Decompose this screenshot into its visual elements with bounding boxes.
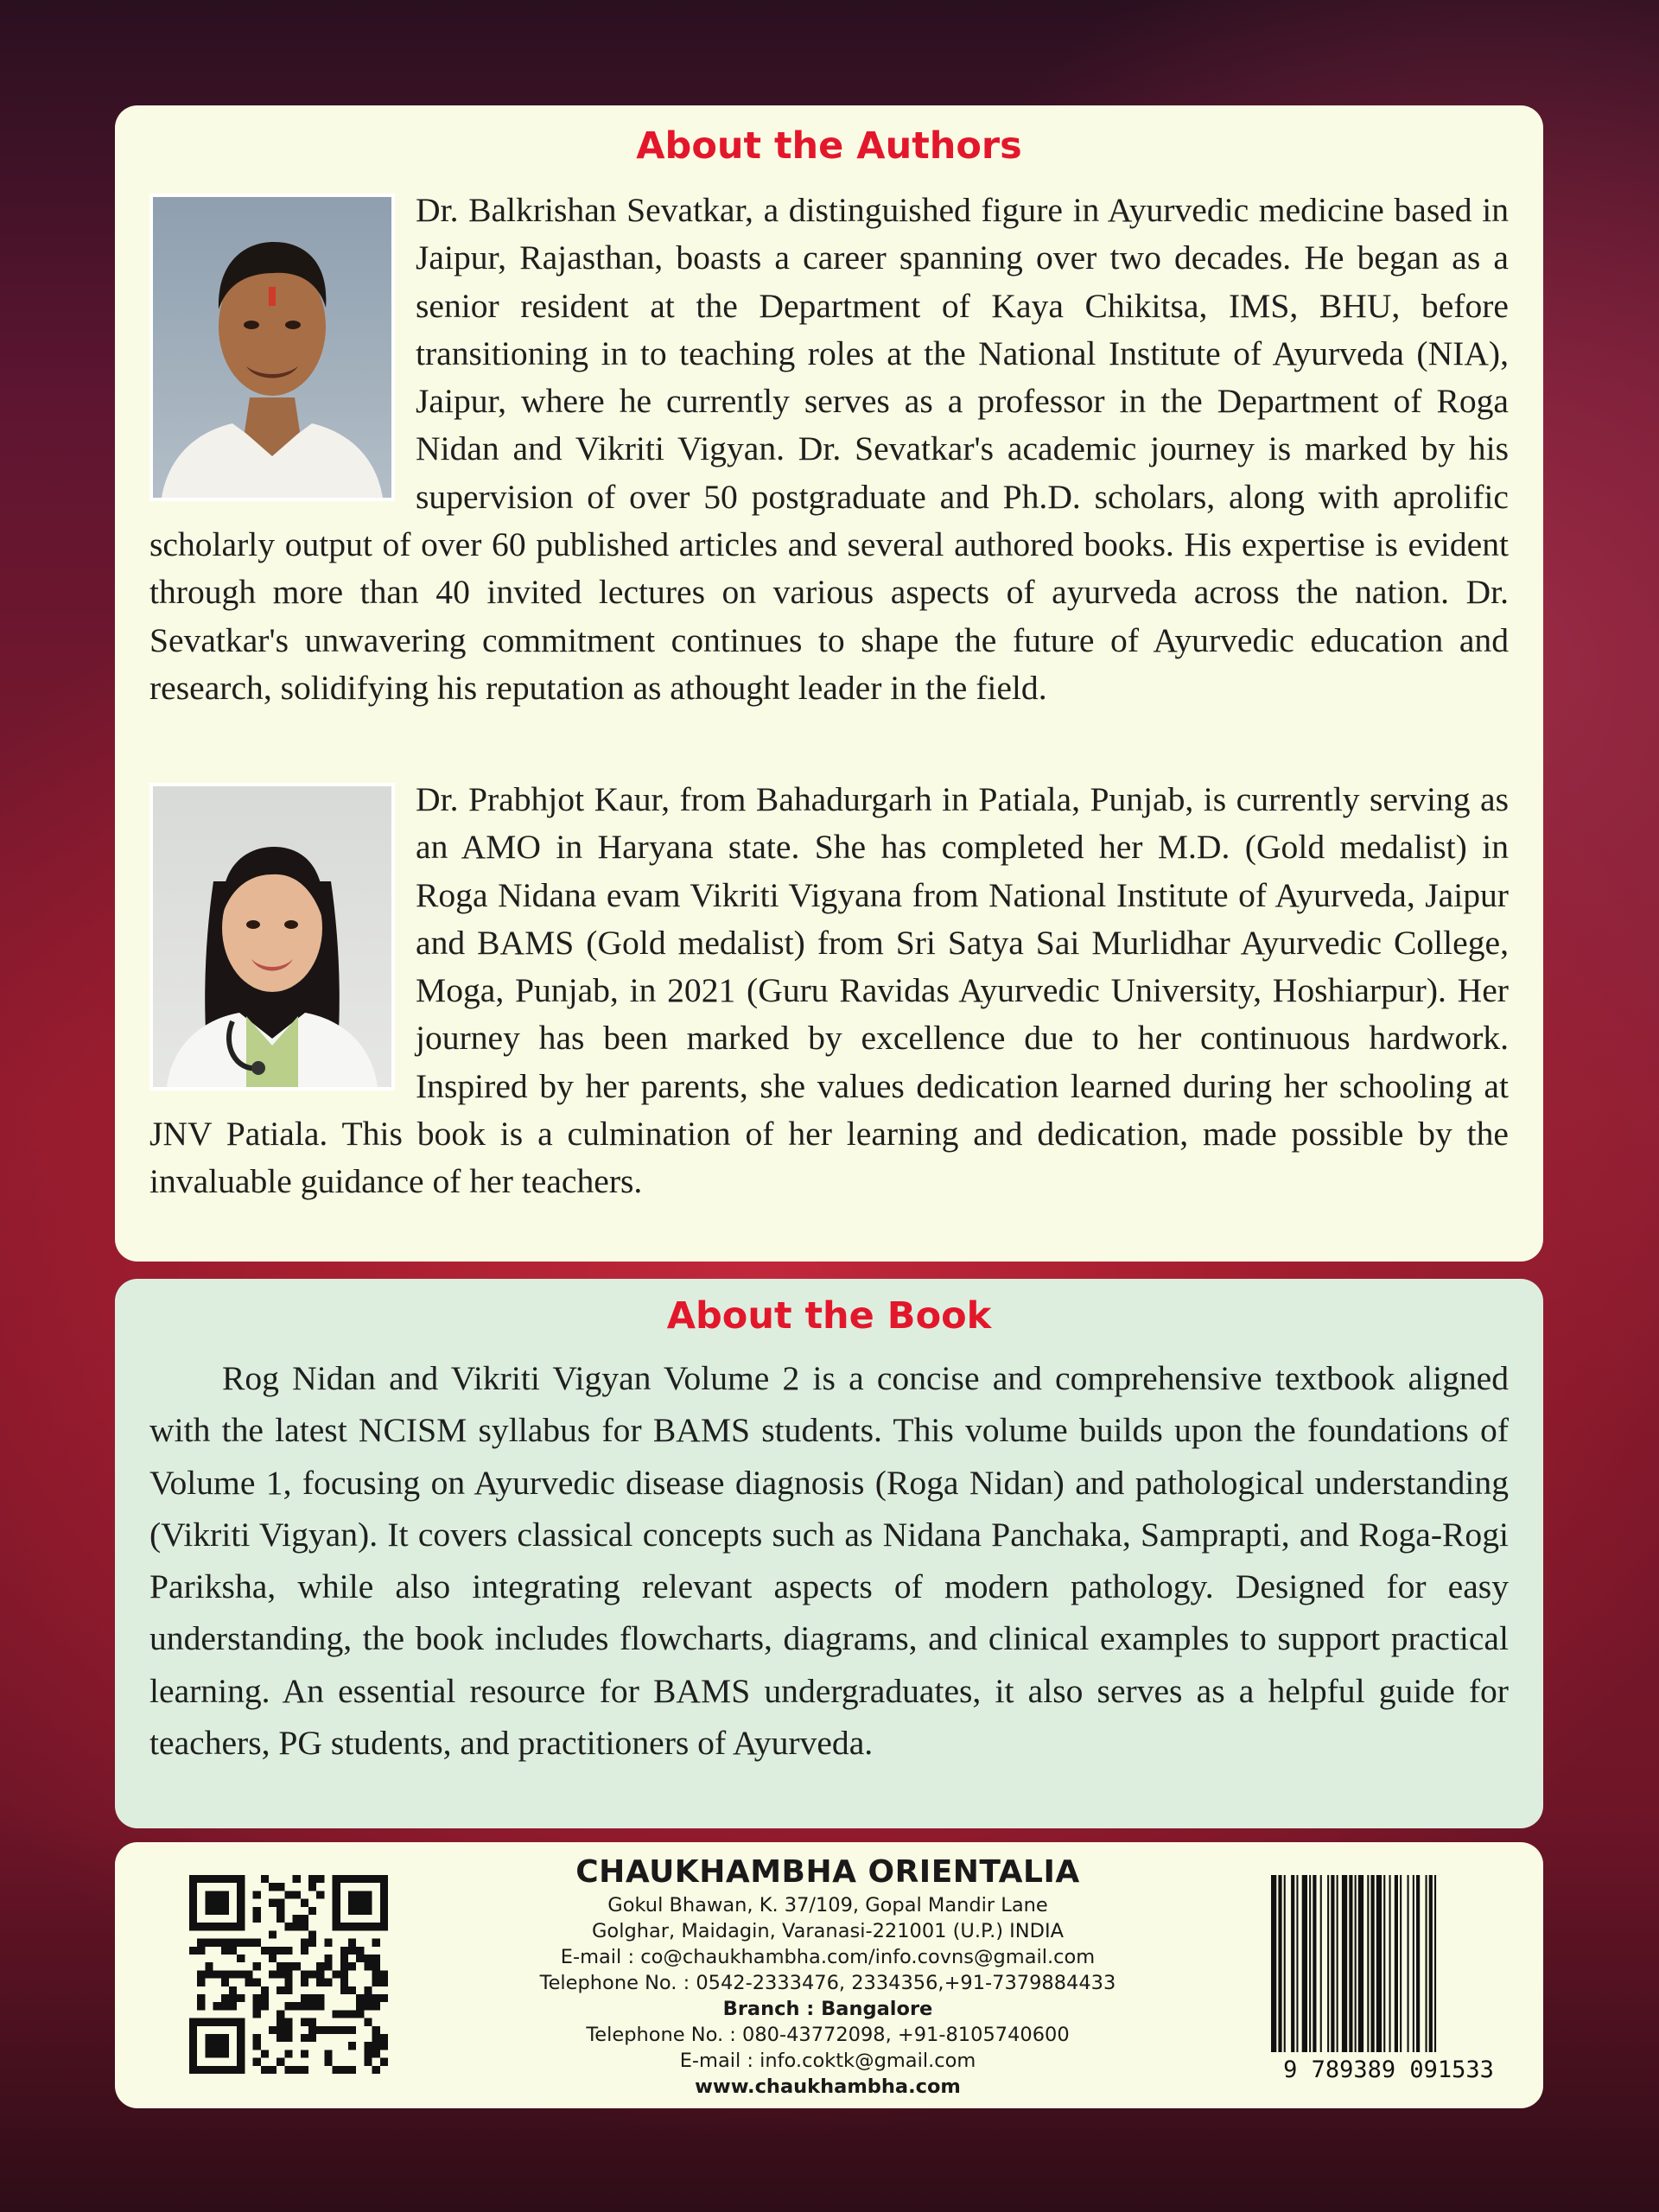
author2-bio: Dr. Prabhjot Kaur, from Bahadurgarh in Patiala, Punjab, is currently serving as an AMO in Haryana state. She has completed her M.D. (Gold medalist) in Roga Nidana evam Vikriti Vigyana from National Institute of Ayurveda, Jaipur and BAMS (Gold medalist) from Sri Satya Sai Murlidhar Ayurvedic College, Moga, Punjab, in 2021 (Guru Ravidas Ayurvedic University, Hoshiarpur). Her journey has been marked by excellence due to her continuous hardwork. Inspired by her parents, she values dedication learned during her schooling at JNV Patiala. This book is a culmination of her learning and dedication, made possible by the invaluable guidance of her teachers. [149,780,1509,1201]
branch-label: Branch : Bangalore [722,1998,933,2020]
publisher-name: CHAUKHAMBHA ORIENTALIA [575,1854,1080,1890]
publisher-address-line-2: Golghar, Maidagin, Varanasi-221001 (U.P.) INDIA [592,1920,1064,1942]
publisher-website: www.chaukhambha.com [695,2075,961,2098]
publisher-email: E-mail : co@chaukhambha.com/info.covns@gmail.com [560,1946,1096,1968]
publisher-telephone: Telephone No. : 0542-2333476, 2334356,+91-7379884433 [539,1972,1116,1994]
book-description: Rog Nidan and Vikriti Vigyan Volume 2 is a concise and comprehensive textbook aligned with the latest NCISM syllabus for BAMS students. This volume builds upon the foundations of Volume 1, focusing on Ayurvedic disease diagnosis (Roga Nidan) and pathological understanding (Vikriti Vigyan). It covers classical concepts such as Nidana Panchaka, Samprapti, and Roga-Rogi Pariksha, while also integrating relevant aspects of modern pathology. Designed for easy understanding, the book includes flowcharts, diagrams, and clinical examples to support practical learning. An essential resource for BAMS undergraduates, it also serves as a helpful guide for teachers, PG students, and practitioners of Ayurveda. [149,1359,1509,1763]
author1-section [149,187,1509,712]
branch-telephone: Telephone No. : 080-43772098, +91-8105740600 [586,2024,1070,2046]
book-heading: About the Book [666,1294,992,1338]
author2-section [149,776,1509,1206]
publisher-address-line-1: Gokul Bhawan, K. 37/109, Gopal Mandir Lane [607,1894,1048,1916]
author1-bio: Dr. Balkrishan Sevatkar, a distinguished figure in Ayurvedic medicine based in Jaipur, Rajasthan, boasts a career spanning over two decades. He began as a senior resident at the Department of Kaya Chikitsa, IMS, BHU, before transitioning in to teaching roles at the National Institute of Ayurveda (NIA), Jaipur, where he currently serves as a professor in the Department of Roga Nidan and Vikriti Vigyan. Dr. Sevatkar's academic journey is marked by his supervision of over 50 postgraduate and Ph.D. scholars, along with aprolific scholarly output of over 60 published articles and several authored books. His expertise is evident through more than 40 invited lectures on various aspects of ayurveda across the nation. Dr. Sevatkar's unwavering commitment continues to shape the future of Ayurvedic education and research, solidifying his reputation as athought leader in the field. [149,191,1509,707]
publisher-info [530,1853,1126,2100]
isbn-barcode [1269,1875,1508,2082]
man-portrait-image [153,197,391,498]
about-authors-panel [115,105,1543,1262]
author2-photo [149,783,395,1090]
authors-heading: About the Authors [636,124,1022,168]
publisher-panel [115,1842,1543,2108]
woman-portrait-image [153,786,391,1087]
barcode-digits: 9 789389 091533 [1283,2056,1494,2082]
author1-photo [149,194,395,501]
about-book-panel [115,1279,1543,1828]
branch-email: E-mail : info.coktk@gmail.com [679,2050,976,2072]
qr-code [189,1875,388,2074]
